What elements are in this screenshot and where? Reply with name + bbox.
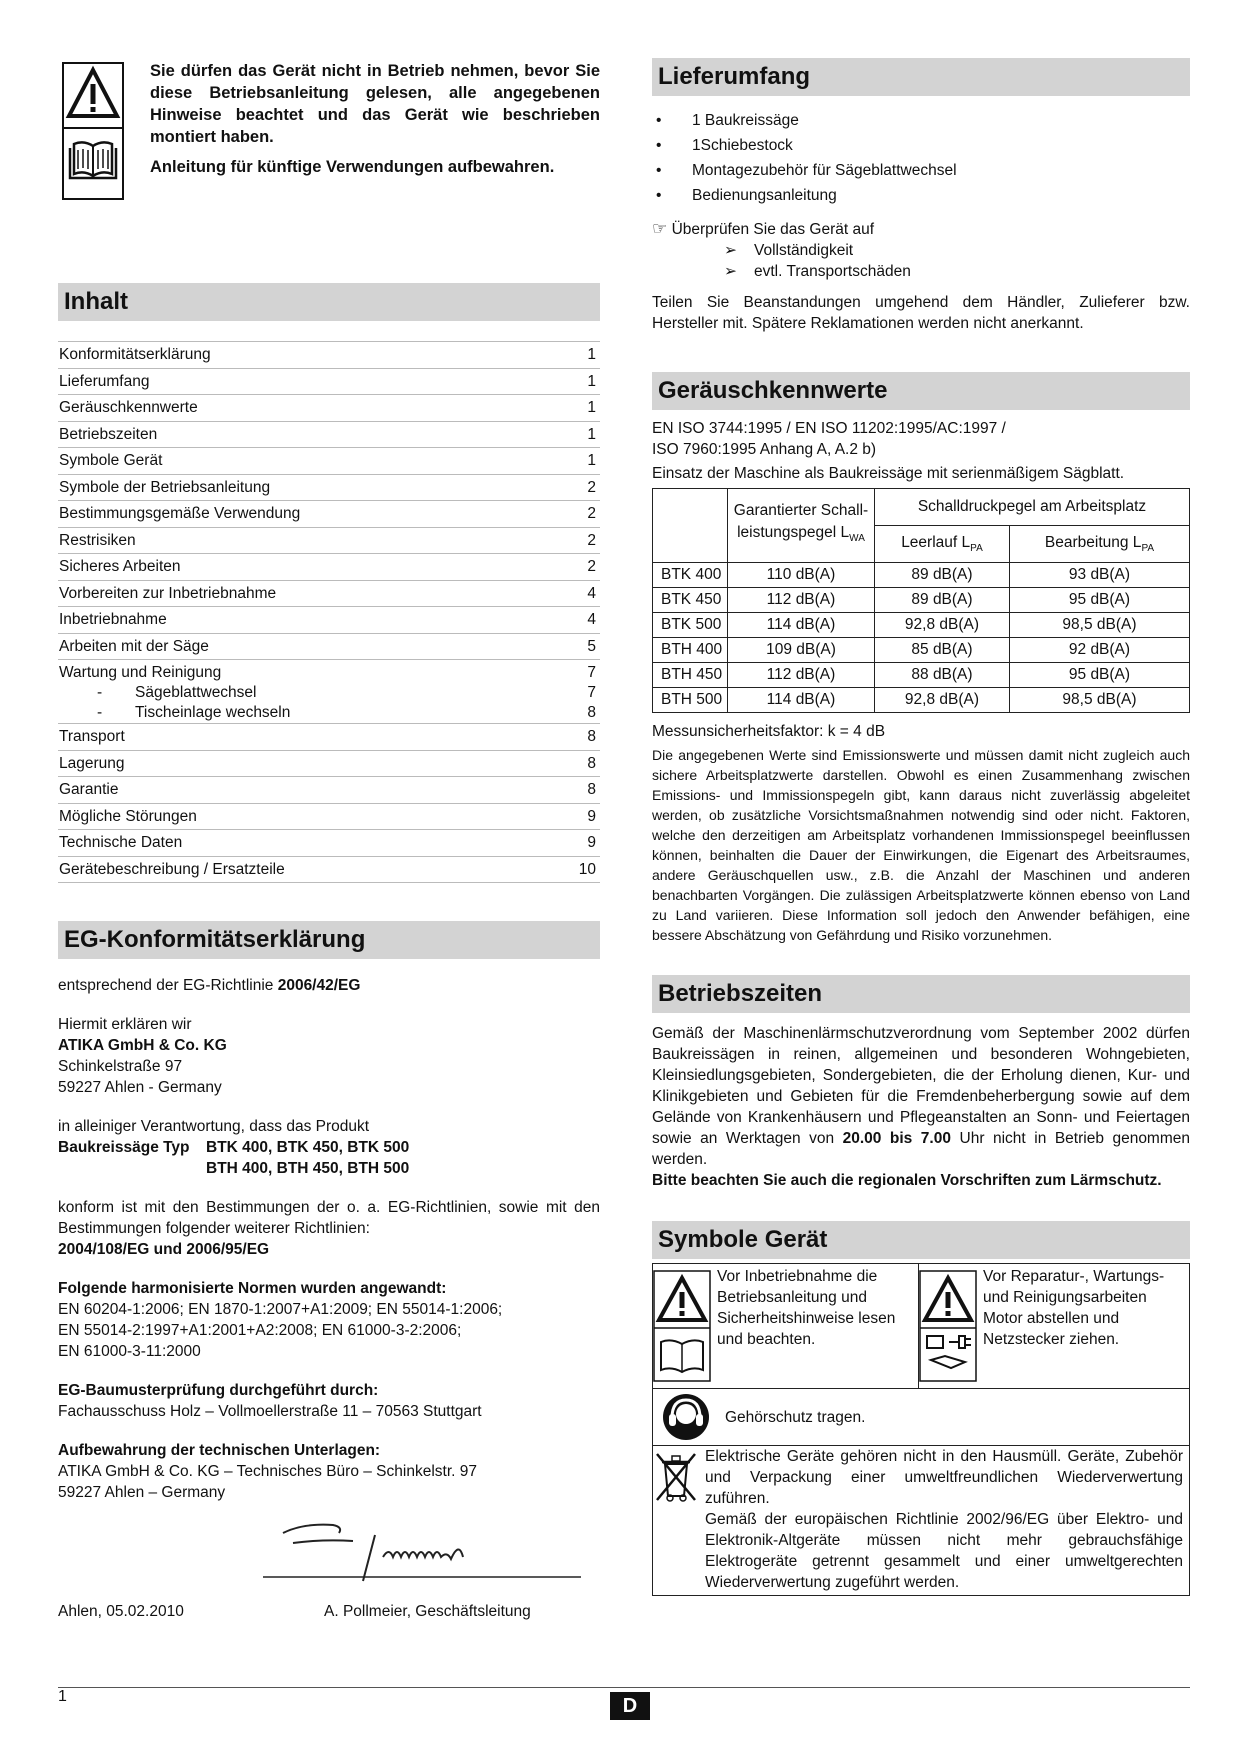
work-cell: 95 dB(A): [1009, 588, 1189, 613]
operating-heading: Betriebszeiten: [652, 975, 1190, 1013]
directive-prefix: entsprechend der EG-Richtlinie: [58, 977, 278, 994]
model-cell: BTK 500: [653, 613, 728, 638]
norms-line: EN 61000-3-11:2000: [58, 1343, 201, 1360]
lwa-cell: 112 dB(A): [728, 588, 875, 613]
warning-triangle-icon: [653, 1270, 711, 1382]
toc-item[interactable]: [58, 803, 600, 830]
company-city: 59227 Ahlen - Germany: [58, 1079, 222, 1096]
toc-item-wartung[interactable]: [58, 659, 600, 723]
product-types: [58, 1137, 600, 1179]
toc-item[interactable]: [58, 776, 600, 803]
idle-cell: 88 dB(A): [875, 663, 1010, 688]
toc-label: Lieferumfang: [59, 372, 150, 390]
toc-page: 9: [587, 834, 596, 851]
toc-item[interactable]: [58, 606, 600, 633]
list-item: • Montagezubehör für Sägeblattwechsel: [652, 158, 1190, 183]
toc-label: Bestimmungsgemäße Verwendung: [59, 505, 301, 522]
unplug-warning-icon: [919, 1270, 977, 1382]
table-row: [653, 663, 1190, 688]
col-work-header: Bearbeitung $L_{PA}$: [1009, 526, 1189, 563]
symbols-heading: Symbole Gerät: [652, 1221, 1190, 1259]
toc-heading: Inhalt: [58, 283, 600, 321]
lwa-cell: 112 dB(A): [728, 663, 875, 688]
toc-label: Inbetriebnahme: [59, 611, 167, 628]
place-date: Ahlen, 05.02.2010: [58, 1603, 184, 1620]
symbol-text-recycle: Elektrische Geräte gehören nicht in den Hausmüll. Geräte, Zubehör und Verpackung einer umweltfreundlichen Wiederverwertung zuführen.: [705, 1448, 1183, 1507]
exam-body: Fachausschuss Holz – Vollmoellerstraße 11 – 70563 Stuttgart: [58, 1403, 482, 1420]
list-item: • 1Schiebestock: [652, 133, 1190, 158]
table-row: [653, 688, 1190, 713]
toc-page: 2: [587, 558, 596, 575]
toc-page: 1: [587, 346, 596, 363]
toc-page: 8: [587, 704, 596, 721]
table-row: [653, 563, 1190, 588]
work-cell: 92 dB(A): [1009, 638, 1189, 663]
toc-item[interactable]: [58, 723, 600, 750]
toc-item[interactable]: [58, 474, 600, 501]
check-item: ➢ Vollständigkeit: [652, 240, 1190, 261]
toc-item[interactable]: [58, 368, 600, 395]
warning-triangle-icon: [64, 64, 122, 198]
toc-page: 4: [587, 584, 596, 602]
list-item: • 1 Baukreissäge: [652, 108, 1190, 133]
col-idle-header: Leerlauf $L_{PA}$: [875, 526, 1010, 563]
work-cell: 93 dB(A): [1009, 563, 1189, 588]
toc-label: Arbeiten mit der Säge: [59, 637, 209, 655]
toc-page: 4: [587, 611, 596, 628]
toc-page: 1: [587, 425, 596, 443]
noise-table: [652, 488, 1190, 713]
model-cell: BTH 400: [653, 638, 728, 663]
idle-cell: 85 dB(A): [875, 638, 1010, 663]
symbol-text-manual: Vor Inbetriebnahme die Betriebsanleitung und Sicherheitshinweise lesen und beachten.: [717, 1268, 896, 1348]
footer-divider: [58, 1687, 1190, 1688]
noise-heading: Geräuschkennwerte: [652, 372, 1190, 410]
toc-item[interactable]: [58, 633, 600, 660]
exam-title: EG-Baumusterprüfung durchgeführt durch:: [58, 1382, 379, 1399]
toc-label: Sicheres Arbeiten: [59, 558, 181, 575]
toc-page: 8: [587, 728, 596, 745]
work-cell: 98,5 dB(A): [1009, 688, 1189, 713]
intro-warning: [58, 58, 600, 203]
complaint-text: Teilen Sie Beanstandungen umgehend dem Händler, Zulieferer bzw. Hersteller mit. Spätere Reklamationen werden nicht anerkannt.: [652, 294, 1190, 332]
lwa-cell: 110 dB(A): [728, 563, 875, 588]
toc-page: 2: [587, 478, 596, 496]
toc-label: - Tischeinlage wechseln: [59, 703, 290, 723]
toc-page: 1: [587, 399, 596, 416]
model-cell: BTK 400: [653, 563, 728, 588]
signatory: A. Pollmeier, Geschäftsleitung: [324, 1603, 531, 1620]
idle-cell: 92,8 dB(A): [875, 613, 1010, 638]
conformity-section: [58, 975, 600, 1622]
other-directives: 2004/108/EG und 2006/95/EG: [58, 1241, 270, 1258]
symbol-text-unplug: Vor Reparatur-, Wartungs- und Reinigungsarbeiten Motor abstellen und Netzstecker ziehen.: [983, 1268, 1165, 1348]
left-column: [58, 58, 600, 1622]
symbol-text-ear: Gehörschutz tragen.: [725, 1408, 866, 1426]
operating-note: Bitte beachten Sie auch die regionalen Vorschriften zum Lärmschutz.: [652, 1172, 1162, 1189]
signature-area: [58, 1503, 600, 1593]
toc-item[interactable]: [58, 856, 600, 884]
responsibility-text: in alleiniger Verantwortung, dass das Produkt: [58, 1118, 370, 1135]
table-row: [653, 613, 1190, 638]
toc-page: 8: [587, 754, 596, 772]
toc-item[interactable]: [58, 447, 600, 474]
product-types-btk: BTK 400, BTK 450, BTK 500: [206, 1139, 410, 1156]
toc-label: Mögliche Störungen: [59, 807, 197, 825]
toc-item[interactable]: [58, 553, 600, 580]
col-power-header: Garantierter Schall- leistungspegel $L_{WA}$: [728, 489, 875, 563]
norms-title: Folgende harmonisierte Normen wurden angewandt:: [58, 1280, 447, 1297]
toc-label: Transport: [59, 728, 125, 745]
toc-item[interactable]: [58, 829, 600, 856]
toc-page: 2: [587, 505, 596, 522]
table-row: [653, 638, 1190, 663]
toc-page: 1: [587, 452, 596, 469]
toc-label: Vorbereiten zur Inbetriebnahme: [59, 584, 277, 602]
toc-item[interactable]: [58, 394, 600, 421]
page-number: 1: [58, 1688, 67, 1705]
toc-label: - Sägeblattwechsel: [59, 683, 257, 703]
toc-label: Restrisiken: [59, 531, 136, 549]
warning-icon-box: [62, 62, 124, 200]
toc-label: Lagerung: [59, 754, 125, 772]
toc-subitem[interactable]: [58, 683, 600, 703]
work-cell: 95 dB(A): [1009, 663, 1189, 688]
symbol-text-directive: Gemäß der europäischen Richtlinie 2002/96/EG über Elektro- und Elektronik-Altgeräte müssen nicht mehr gebrauchsfähige Elektrogeräte getrennt gesammelt und einer umweltgerechten Wiederverwertung zugeführt werden.: [705, 1511, 1183, 1591]
toc-item[interactable]: [58, 341, 600, 368]
company-street: Schinkelstraße 97: [58, 1058, 183, 1075]
toc-label: Wartung und Reinigung: [59, 664, 222, 681]
delivery-heading: Lieferumfang: [652, 58, 1190, 96]
work-cell: 98,5 dB(A): [1009, 613, 1189, 638]
col-pressure-header: Schalldruckpegel am Arbeitsplatz: [875, 489, 1190, 526]
directive-number: 2006/42/EG: [277, 977, 361, 994]
pointing-hand-icon: ☞: [652, 219, 668, 238]
idle-cell: 89 dB(A): [875, 563, 1010, 588]
table-row: [653, 588, 1190, 613]
toc-page: 9: [587, 807, 596, 825]
list-item: • Bedienungsanleitung: [652, 183, 1190, 208]
idle-cell: 89 dB(A): [875, 588, 1010, 613]
toc-item[interactable]: [58, 421, 600, 448]
table-of-contents: [58, 341, 600, 883]
toc-label: Gerätebeschreibung / Ersatzteile: [59, 860, 285, 878]
toc-page: 10: [578, 860, 596, 878]
signature-line: [58, 1601, 600, 1622]
toc-label: Garantie: [59, 781, 119, 798]
lwa-cell: 109 dB(A): [728, 638, 875, 663]
check-item: ➢ evtl. Transportschäden: [652, 261, 1190, 282]
right-column: [652, 58, 1190, 1596]
toc-label: Technische Daten: [59, 834, 183, 851]
noise-norm: ISO 7960:1995 Anhang A, A.2 b): [652, 441, 877, 458]
product-label: Baukreissäge Typ: [58, 1139, 190, 1156]
declare-text: Hiermit erklären wir: [58, 1016, 192, 1033]
crossed-bin-icon: [653, 1450, 699, 1504]
lwa-cell: 114 dB(A): [728, 688, 875, 713]
operating-text: Gemäß der Maschinenlärmschutzverordnung vom September 2002 dürfen Baukreissägen in reinen, allgemeinen und besonderen Wohngebieten, Kleinsiedlungsgebieten, Sondergebieten, die der Erholung dienen, Kur- und Klinikgebieten und Gebieten für die Fremdenbeherbergung sowie auf dem Gelände von Krankenhäusern und Pflegeanstalten an Sonn- und Feiertagen sowie an Werktagen von 20.00 bis 7.00 Uhr nicht in Betrieb genommen werden.: [652, 1025, 1190, 1168]
delivery-list: [652, 108, 1190, 208]
keep-instructions-text: Anleitung für künftige Verwendungen aufbewahren.: [150, 158, 555, 176]
toc-page: 5: [587, 637, 596, 655]
toc-page: 7: [587, 664, 596, 681]
toc-item[interactable]: [58, 500, 600, 527]
product-types-bth: BTH 400, BTH 450, BTH 500: [206, 1160, 410, 1177]
model-cell: BTH 500: [653, 688, 728, 713]
norms-line: EN 55014-2:1997+A1:2001+A2:2008; EN 61000-3-2:2006;: [58, 1322, 462, 1339]
toc-label: Betriebszeiten: [59, 425, 158, 443]
language-badge: D: [610, 1692, 650, 1720]
storage-city: 59227 Ahlen – Germany: [58, 1484, 226, 1501]
storage-address: ATIKA GmbH & Co. KG – Technisches Büro – Schinkelstr. 97: [58, 1463, 477, 1480]
signature-image: [263, 1511, 583, 1591]
toc-page: 7: [587, 684, 596, 701]
conform-text: konform ist mit den Bestimmungen der o. a. EG-Richtlinien, sowie mit den Bestimmungen folgender weiterer Richtlinien:: [58, 1199, 600, 1237]
lwa-cell: 114 dB(A): [728, 613, 875, 638]
noise-norm: EN ISO 3744:1995 / EN ISO 11202:1995/AC:1997 /: [652, 420, 1006, 437]
warning-text: Sie dürfen das Gerät nicht in Betrieb nehmen, bevor Sie diese Betriebsanleitung gelesen, alle angegebenen Hinweise beachtet und das Gerät wie beschrieben montiert haben.: [150, 62, 600, 146]
company-name: ATIKA GmbH & Co. KG: [58, 1037, 227, 1054]
norms-line: EN 60204-1:2006; EN 1870-1:2007+A1:2009; EN 55014-1:2006;: [58, 1301, 503, 1318]
manual-book-icon: [70, 142, 116, 178]
toc-page: 1: [587, 372, 596, 390]
toc-item[interactable]: [58, 527, 600, 554]
model-cell: BTH 450: [653, 663, 728, 688]
check-block: [652, 218, 1190, 282]
toc-label: Symbole Gerät: [59, 452, 163, 469]
ear-protection-icon: [661, 1392, 711, 1442]
symbols-table: [652, 1263, 1190, 1596]
conformity-heading: EG-Konformitätserklärung: [58, 921, 600, 959]
noise-explanation: Die angegebenen Werte sind Emissionswerte und müssen damit nicht zugleich auch sichere Arbeitsplatzwerte darstellen. Obwohl es einen Zusammenhang zwischen Emissions- und Immissionspegeln gibt, kann daraus nicht zuverlässig abgeleitet werden, ob zusätzliche Vorsichtsmaßnahmen notwendig sind oder nicht. Faktoren, welche den derzeitigen am Arbeitsplatz vorhandenen Immissionspegel beeinflussen können, beinhalten die Dauer der Einwirkungen, die Eigenart des Arbeitsraumes, andere Geräuschquellen usw., z.B. die Anzahl der Maschinen und anderen benachbarten Vorgängen. Die zulässigen Arbeitsplatzwerte können ebenso von Land zu Land variieren. Diese Information soll jedoch den Anwender befähigen, eine bessere Abschätzung von Gefährdung und Risiko vorzunehmen.: [652, 747, 1190, 943]
noise-usage: Einsatz der Maschine als Baukreissäge mit serienmäßigem Sägblatt.: [652, 465, 1125, 482]
toc-label: Konformitätserklärung: [59, 346, 211, 363]
toc-subitem[interactable]: [58, 703, 600, 723]
storage-title: Aufbewahrung der technischen Unterlagen:: [58, 1442, 381, 1459]
toc-item[interactable]: [58, 580, 600, 607]
toc-page: 2: [587, 531, 596, 549]
intro-warning-text: [150, 60, 600, 178]
toc-label: Geräuschkennwerte: [59, 399, 198, 416]
toc-label: Symbole der Betriebsanleitung: [59, 478, 271, 496]
model-cell: BTK 450: [653, 588, 728, 613]
check-intro: Überprüfen Sie das Gerät auf: [671, 221, 875, 238]
toc-item[interactable]: [58, 750, 600, 777]
uncertainty: Messunsicherheitsfaktor: k = 4 dB: [652, 723, 886, 740]
toc-page: 8: [587, 781, 596, 798]
idle-cell: 92,8 dB(A): [875, 688, 1010, 713]
